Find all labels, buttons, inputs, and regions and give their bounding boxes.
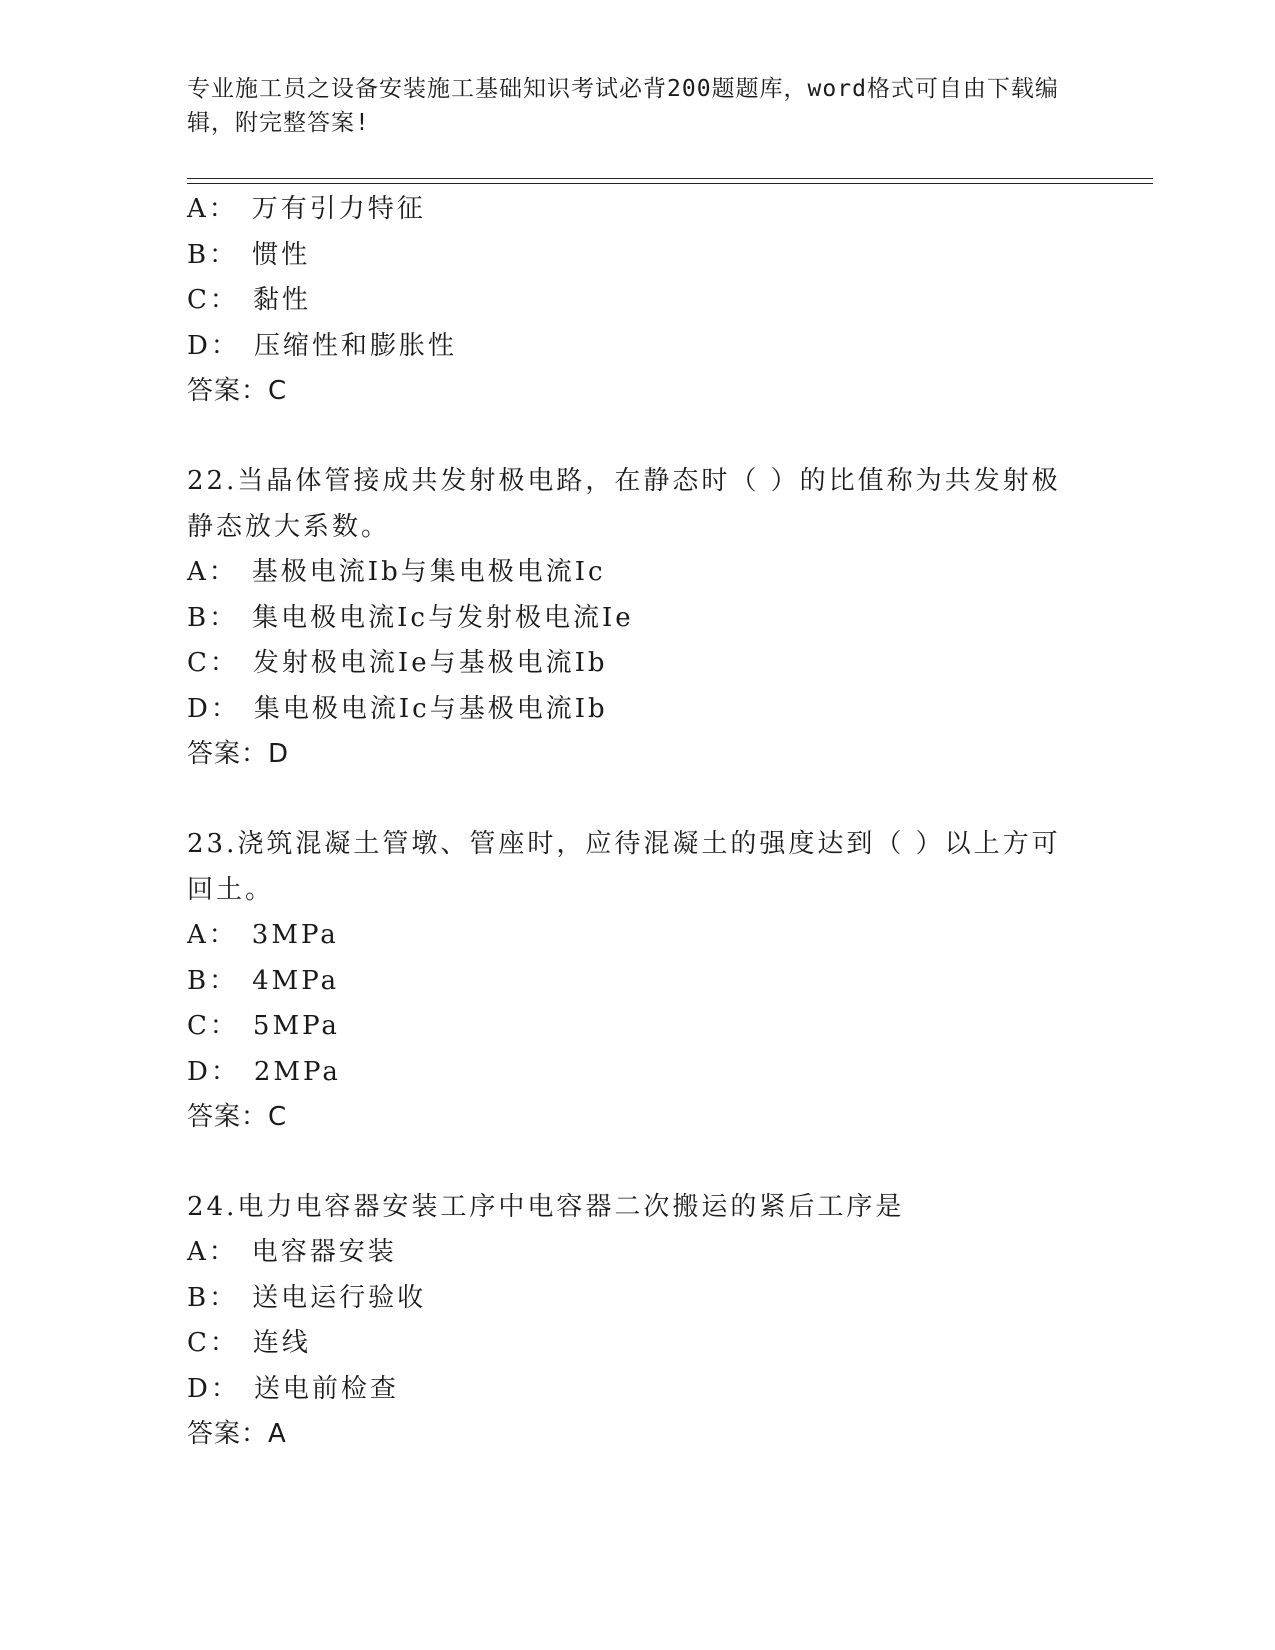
option-separator: ： <box>209 239 239 270</box>
option-separator: ： <box>209 602 239 633</box>
option-text: 送电运行验收 <box>252 1282 427 1313</box>
question-block-21 <box>187 187 1087 414</box>
option-separator: ： <box>208 557 238 587</box>
option-b <box>187 1276 1087 1322</box>
question-content <box>187 187 1087 1457</box>
option-a <box>187 1230 1087 1276</box>
option-separator: ： <box>208 920 238 950</box>
option-separator: ： <box>210 693 240 724</box>
answer-label: 答案： <box>187 1102 269 1132</box>
question-block-24 <box>187 1184 1087 1457</box>
option-text: 集电极电流Ic与发射极电流Ie <box>252 602 634 633</box>
question-number: 22. <box>187 466 238 496</box>
option-text: 5MPa <box>252 1011 340 1041</box>
answer-value: C <box>268 376 288 406</box>
answer-label: 答案： <box>187 376 269 406</box>
option-text: 黏性 <box>252 285 311 315</box>
answer-line <box>187 732 1087 777</box>
option-text: 电容器安装 <box>251 1237 397 1267</box>
option-b <box>187 959 1087 1005</box>
answer-value: C <box>268 1102 288 1132</box>
answer-label: 答案： <box>187 739 269 769</box>
answer-label: 答案： <box>187 1419 269 1449</box>
option-key: B <box>187 965 210 996</box>
answer-line <box>187 369 1087 414</box>
question-stem <box>187 821 1087 913</box>
question-number: 24. <box>187 1192 238 1222</box>
question-stem <box>187 458 1087 550</box>
answer-value: D <box>268 739 290 769</box>
question-stem <box>187 1184 1087 1230</box>
option-text: 送电前检查 <box>253 1373 399 1404</box>
option-text: 2MPa <box>253 1056 341 1087</box>
header-divider-top <box>187 178 1153 179</box>
option-key: D <box>187 330 211 361</box>
option-text: 4MPa <box>252 965 340 996</box>
option-key: D <box>187 1056 211 1087</box>
answer-value: A <box>268 1419 287 1449</box>
option-c <box>187 641 1087 687</box>
spacer <box>187 1140 1087 1184</box>
option-text: 万有引力特征 <box>251 194 426 224</box>
option-d <box>187 324 1087 370</box>
option-separator: ： <box>210 330 240 361</box>
question-text: 电力电容器安装工序中电容器二次搬运的紧后工序是 <box>237 1192 905 1222</box>
option-d <box>187 1050 1087 1096</box>
page-header-title: 专业施工员之设备安装施工基础知识考试必背200题题库，word格式可自由下载编辑，附完整答案! <box>187 76 1059 136</box>
option-key: B <box>187 602 210 633</box>
option-text: 发射极电流Ie与基极电流Ib <box>252 648 608 678</box>
option-text: 集电极电流Ic与基极电流Ib <box>253 693 608 724</box>
option-separator: ： <box>209 648 239 678</box>
option-key: A <box>187 920 209 950</box>
option-separator: ： <box>209 1328 239 1358</box>
option-separator: ： <box>209 965 239 996</box>
option-text: 基极电流Ib与集电极电流Ic <box>251 557 606 587</box>
question-block-23 <box>187 821 1087 1140</box>
option-c <box>187 1004 1087 1050</box>
question-text: 当晶体管接成共发射极电路，在静态时（ ）的比值称为共发射极静态放大系数。 <box>187 466 1061 542</box>
option-c <box>187 278 1087 324</box>
answer-line <box>187 1412 1087 1457</box>
question-block-22 <box>187 458 1087 777</box>
option-separator: ： <box>208 1237 238 1267</box>
question-text: 浇筑混凝土管墩、管座时，应待混凝土的强度达到（ ）以上方可回土。 <box>187 829 1061 905</box>
option-key: A <box>187 1237 209 1267</box>
question-number: 23. <box>187 829 238 859</box>
option-separator: ： <box>208 194 238 224</box>
option-text: 压缩性和膨胀性 <box>253 330 457 361</box>
header-divider-bottom <box>187 183 1153 184</box>
option-key: D <box>187 693 211 724</box>
option-a <box>187 550 1087 596</box>
option-a <box>187 187 1087 233</box>
option-separator: ： <box>209 285 239 315</box>
option-text: 3MPa <box>251 920 339 950</box>
option-key: C <box>187 285 210 315</box>
option-a <box>187 913 1087 959</box>
option-key: D <box>187 1373 211 1404</box>
option-d <box>187 1367 1087 1413</box>
option-key: C <box>187 648 210 678</box>
option-text: 惯性 <box>252 239 311 270</box>
option-separator: ： <box>210 1056 240 1087</box>
option-d <box>187 687 1087 733</box>
spacer <box>187 777 1087 821</box>
option-key: B <box>187 239 210 270</box>
option-c <box>187 1321 1087 1367</box>
option-text: 连线 <box>252 1328 311 1358</box>
option-b <box>187 233 1087 279</box>
option-separator: ： <box>209 1011 239 1041</box>
option-key: C <box>187 1328 210 1358</box>
option-separator: ： <box>209 1282 239 1313</box>
option-separator: ： <box>210 1373 240 1404</box>
option-key: A <box>187 194 209 224</box>
option-key: C <box>187 1011 210 1041</box>
option-key: B <box>187 1282 210 1313</box>
option-key: A <box>187 557 209 587</box>
option-b <box>187 596 1087 642</box>
answer-line <box>187 1095 1087 1140</box>
spacer <box>187 414 1087 458</box>
